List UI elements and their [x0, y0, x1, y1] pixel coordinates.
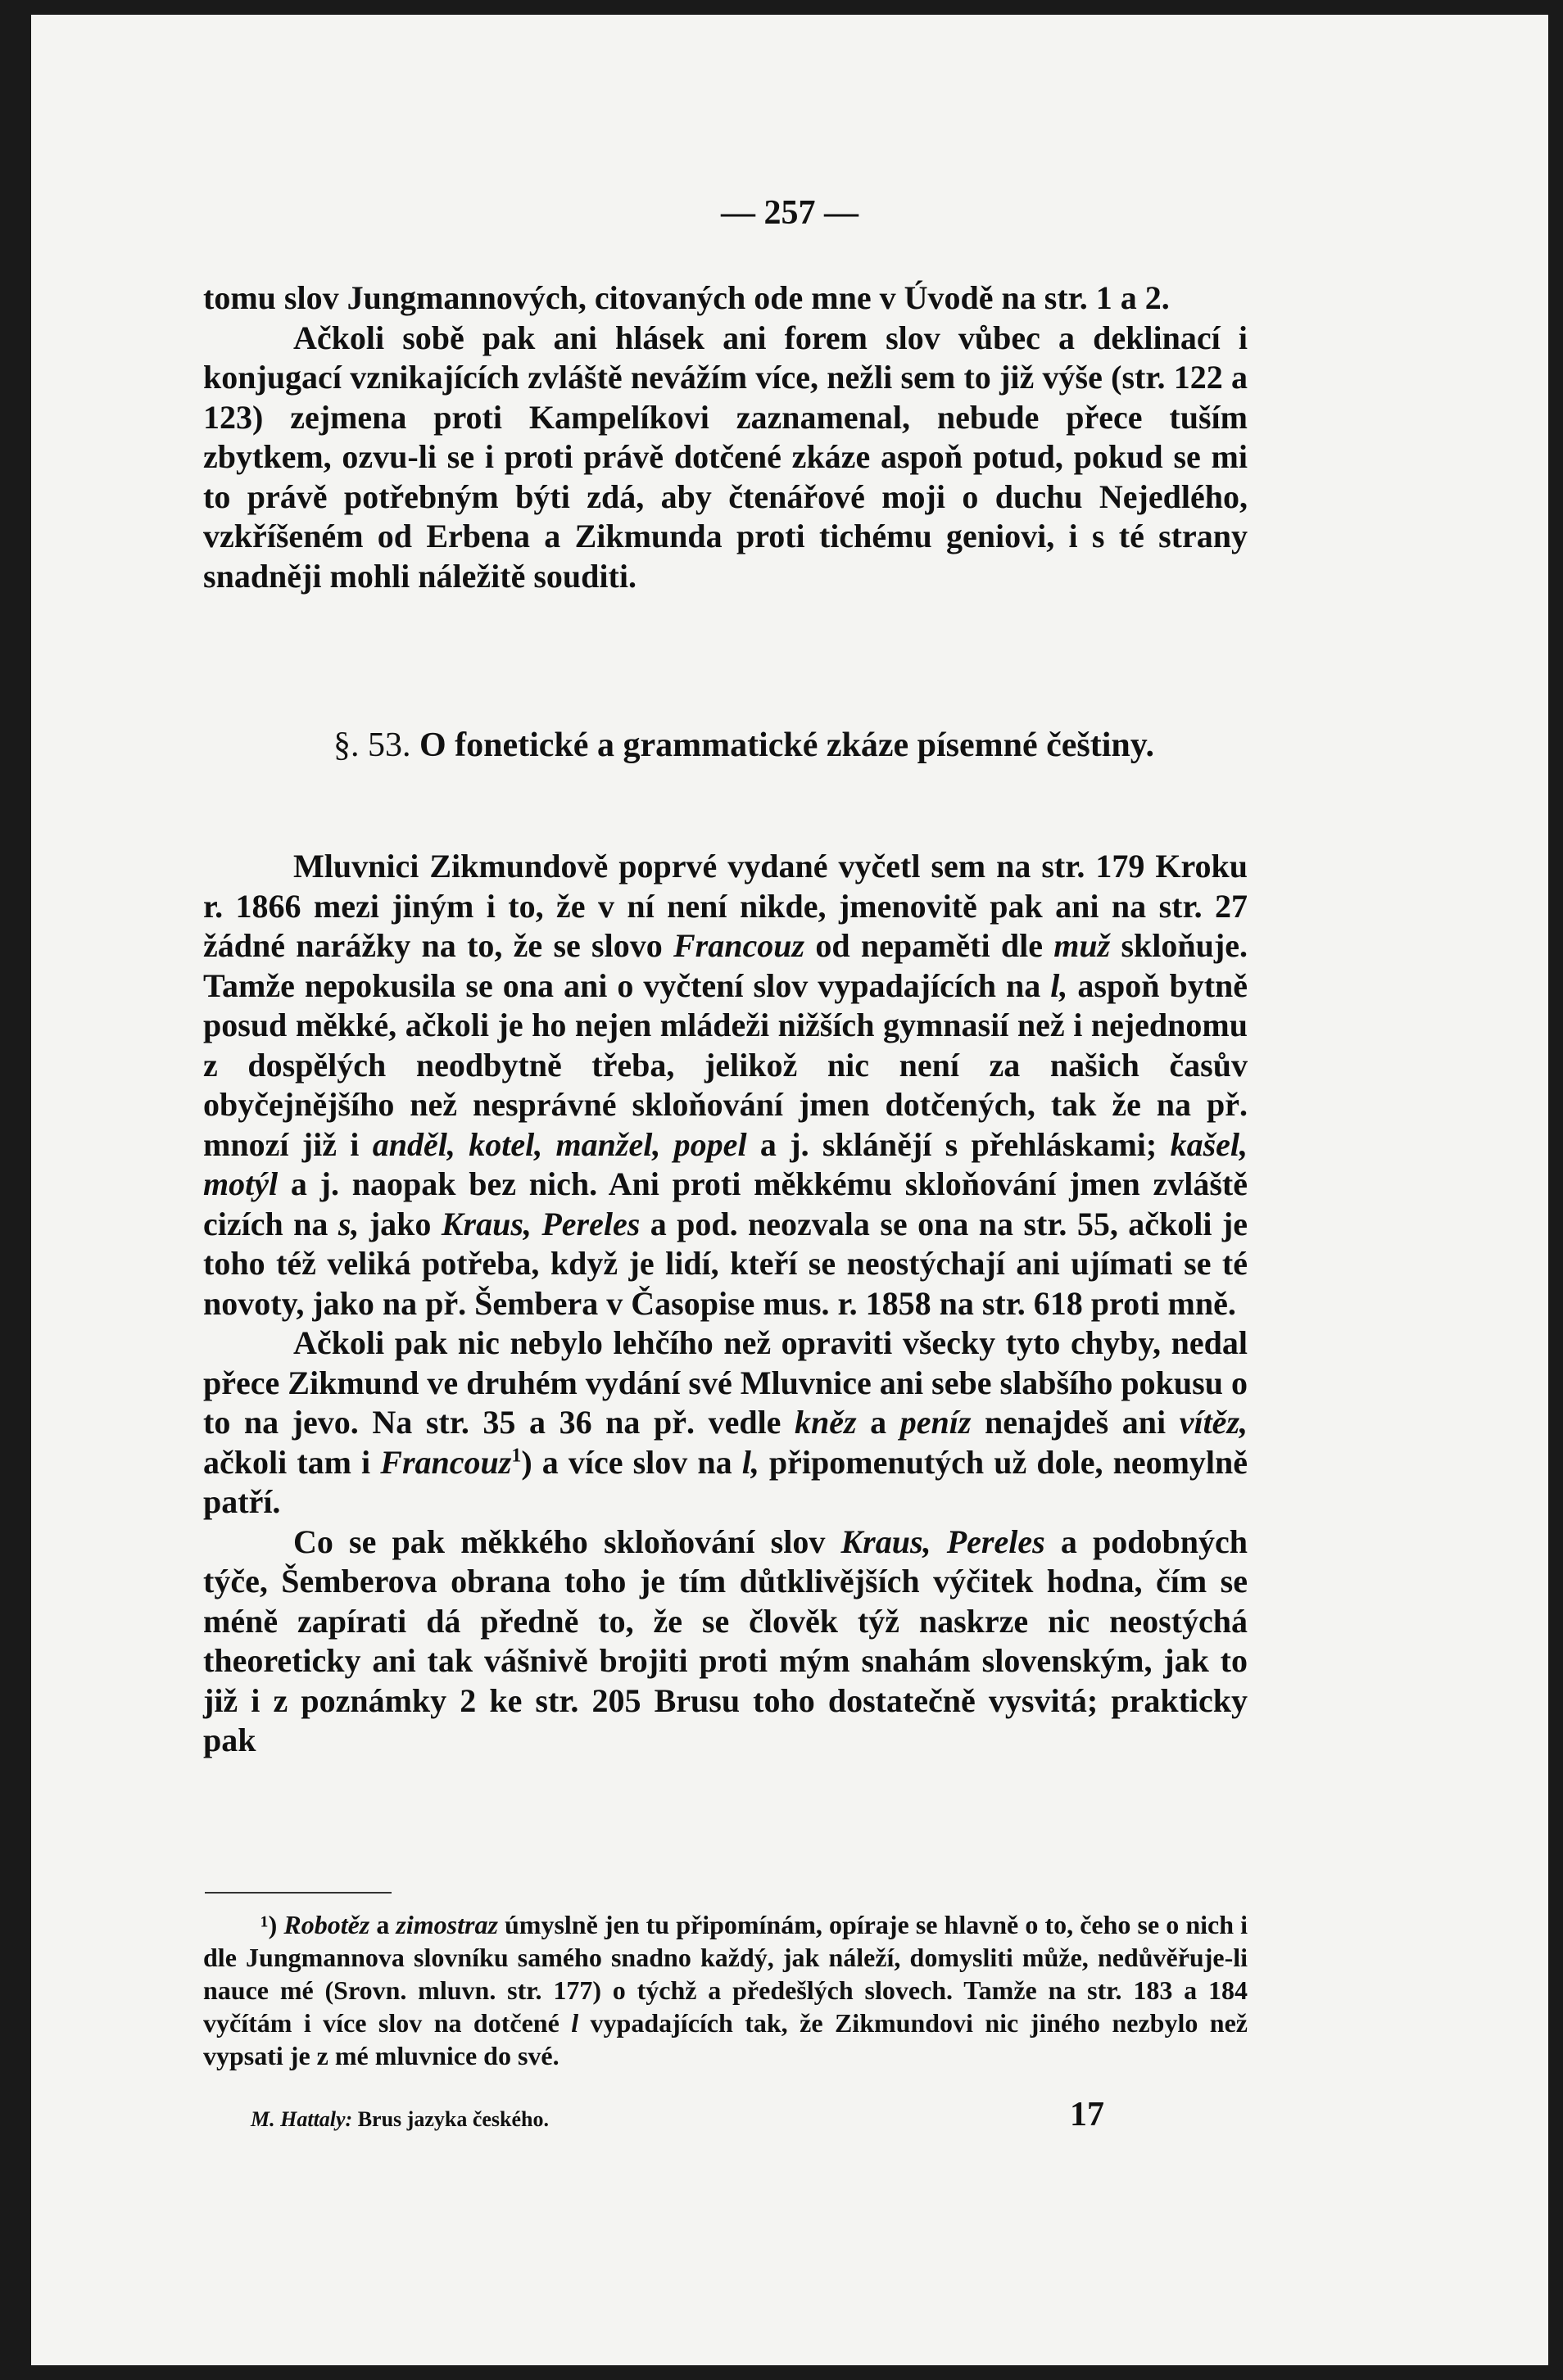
text-run: a j. sklánějí s přehláskami; [746, 1125, 1171, 1163]
text-run: aspoň bytně posud měkké, ačkoli je ho nejen mládeži nižších gymnasií než i nejednomu z dospělých neodbytně třeba, jelikož nic není za našich časův obyčejnějšího než nesprávné skloňování jmen dotčených, tak že na př. mnozí již i [203, 966, 1248, 1163]
italic-term: vítěz, [1179, 1404, 1248, 1441]
text-run: ačkoli tam i [203, 1443, 381, 1481]
italic-term: Kraus, Pereles [441, 1205, 641, 1242]
italic-term: peníz [899, 1404, 972, 1441]
signature-author: M. Hattaly: [251, 2107, 353, 2131]
footnote-ref: 1 [511, 1445, 522, 1467]
italic-term: zimostraz [396, 1910, 498, 1939]
text-run: ) a více slov na [521, 1443, 742, 1481]
paragraph-3 [203, 847, 1248, 1323]
italic-term: kněz [795, 1404, 857, 1441]
footnote-marker: ¹) [260, 1910, 278, 1939]
italic-term: Francouz [380, 1443, 512, 1481]
text-run: úmyslně jen tu připomínám, opíraje se hlavně o to, čeho se o nich i dle Jungmannova slovníku samého snadno každý, jak náleží, domysliti může, nedůvěřuje-li nauce mé (Srovn. mluvn. str. 177) o týchž a předešlých slovech. Tamže na str. 183 a 184 vyčítám i více slov na dotčené [203, 1910, 1248, 2038]
footnote-text [203, 1908, 1248, 2072]
italic-term: Kraus, Pereles [840, 1523, 1045, 1560]
paragraph-2: Ačkoli sobě pak ani hlásek ani forem slov vůbec a deklinací i konjugací vznikajících zvláště nevážím více, nežli sem to již výše (str. 122 a 123) zejmena proti Kampelíkovi zaznamenal, nebude přece tuším zbytkem, ozvu-li se i proti právě dotčené zkáze aspoň potud, pokud se mi to právě potřebným býti zdá, aby čtenářové moji o duchu Nejedlého, vzkříšeném od Erbena a Zikmunda proti tichému geniovi, i s té strany snadněji mohli náležitě souditi. [203, 319, 1248, 595]
section-heading [244, 726, 1244, 765]
footnote [203, 1908, 1248, 2072]
text-run: a podobných týče, Šemberova obrana toho je tím důtklivějších výčitek hodna, čím se méně zapírati dá předně to, že se člověk týž naskrze nic neostýchá theoreticky ani tak vášnivě brojiti proti mým snahám slovenským, jak to již i z poznámky 2 ke str. 205 Brusu toho dostatečně vysvitá; prakticky pak [203, 1523, 1248, 1758]
text-run: Mluvnici Zikmundově poprvé vydané vyčetl sem na str. 179 Kroku r. 1866 mezi jiným i to, že v ní není nikde, jmenovitě pak ani na str. 27 žádné narážky na to, že se slovo [203, 848, 1248, 964]
italic-term: l [571, 2008, 579, 2038]
signature-work: Brus jazyka českého. [352, 2107, 549, 2131]
italic-term: anděl, kotel, manžel, popel [372, 1125, 747, 1163]
section-title: O fonetické a grammatické zkáze písemné češtiny. [419, 726, 1154, 764]
paragraph-4 [203, 1323, 1248, 1523]
text-run: a j. naopak bez nich. Ani proti měkkému skloňování jmen zvláště cizích na [203, 1165, 1248, 1242]
sheet-number: 17 [1070, 2096, 1104, 2133]
italic-term: l, [741, 1443, 759, 1481]
intro-text [203, 278, 1248, 596]
text-run: a pod. neozvala se ona na str. 55, ačkoli je toho též veliká potřeba, když je lidí, kteří se neostýchají ani ujímati se té novoty, jako na př. Šembera v Časopise mus. r. 1858 na str. 618 proti mně. [203, 1205, 1248, 1322]
italic-term: Francouz [673, 927, 805, 964]
text-run: Co se pak měkkého skloňování slov [293, 1523, 841, 1560]
text-run: a [856, 1404, 900, 1441]
italic-term: kašel, motýl [203, 1125, 1248, 1202]
paragraph-5 [203, 1523, 1248, 1761]
italic-term: l, [1050, 966, 1068, 1004]
italic-term: s, [338, 1205, 360, 1242]
section-text [203, 847, 1248, 1761]
text-run: vypadajících tak, že Zikmundovi nic jiného nezbylo než vypsati je z mé mluvnice do své. [203, 2008, 1248, 2070]
text-run: skloňuje. Tamže nepokusila se ona ani o vyčtení slov vypadajících na [203, 927, 1248, 1004]
text-run: jako [359, 1205, 442, 1242]
section-number: §. 53. [333, 726, 411, 764]
footnote-divider [205, 1892, 392, 1894]
signature-line [251, 2107, 549, 2132]
text-run: připomenutých už dole, neomylně patří. [203, 1443, 1248, 1520]
text-run: Ačkoli pak nic nebylo lehčího než opraviti všecky tyto chyby, nedal přece Zikmund ve druhém vydání své Mluvnice ani sebe slabšího pokusu o to na jevo. Na str. 35 a 36 na př. vedle [203, 1324, 1248, 1441]
text-run: nenajdeš ani [971, 1404, 1180, 1441]
text-run: a [369, 1910, 396, 1939]
book-page [31, 15, 1548, 2365]
paragraph-1: tomu slov Jungmannových, citovaných ode mne v Úvodě na str. 1 a 2. [203, 279, 1170, 316]
text-run: od nepaměti dle [804, 927, 1054, 964]
italic-term: muž [1053, 927, 1111, 964]
page-number: — 257 — [721, 194, 859, 232]
italic-term: Robotěz [283, 1910, 370, 1939]
